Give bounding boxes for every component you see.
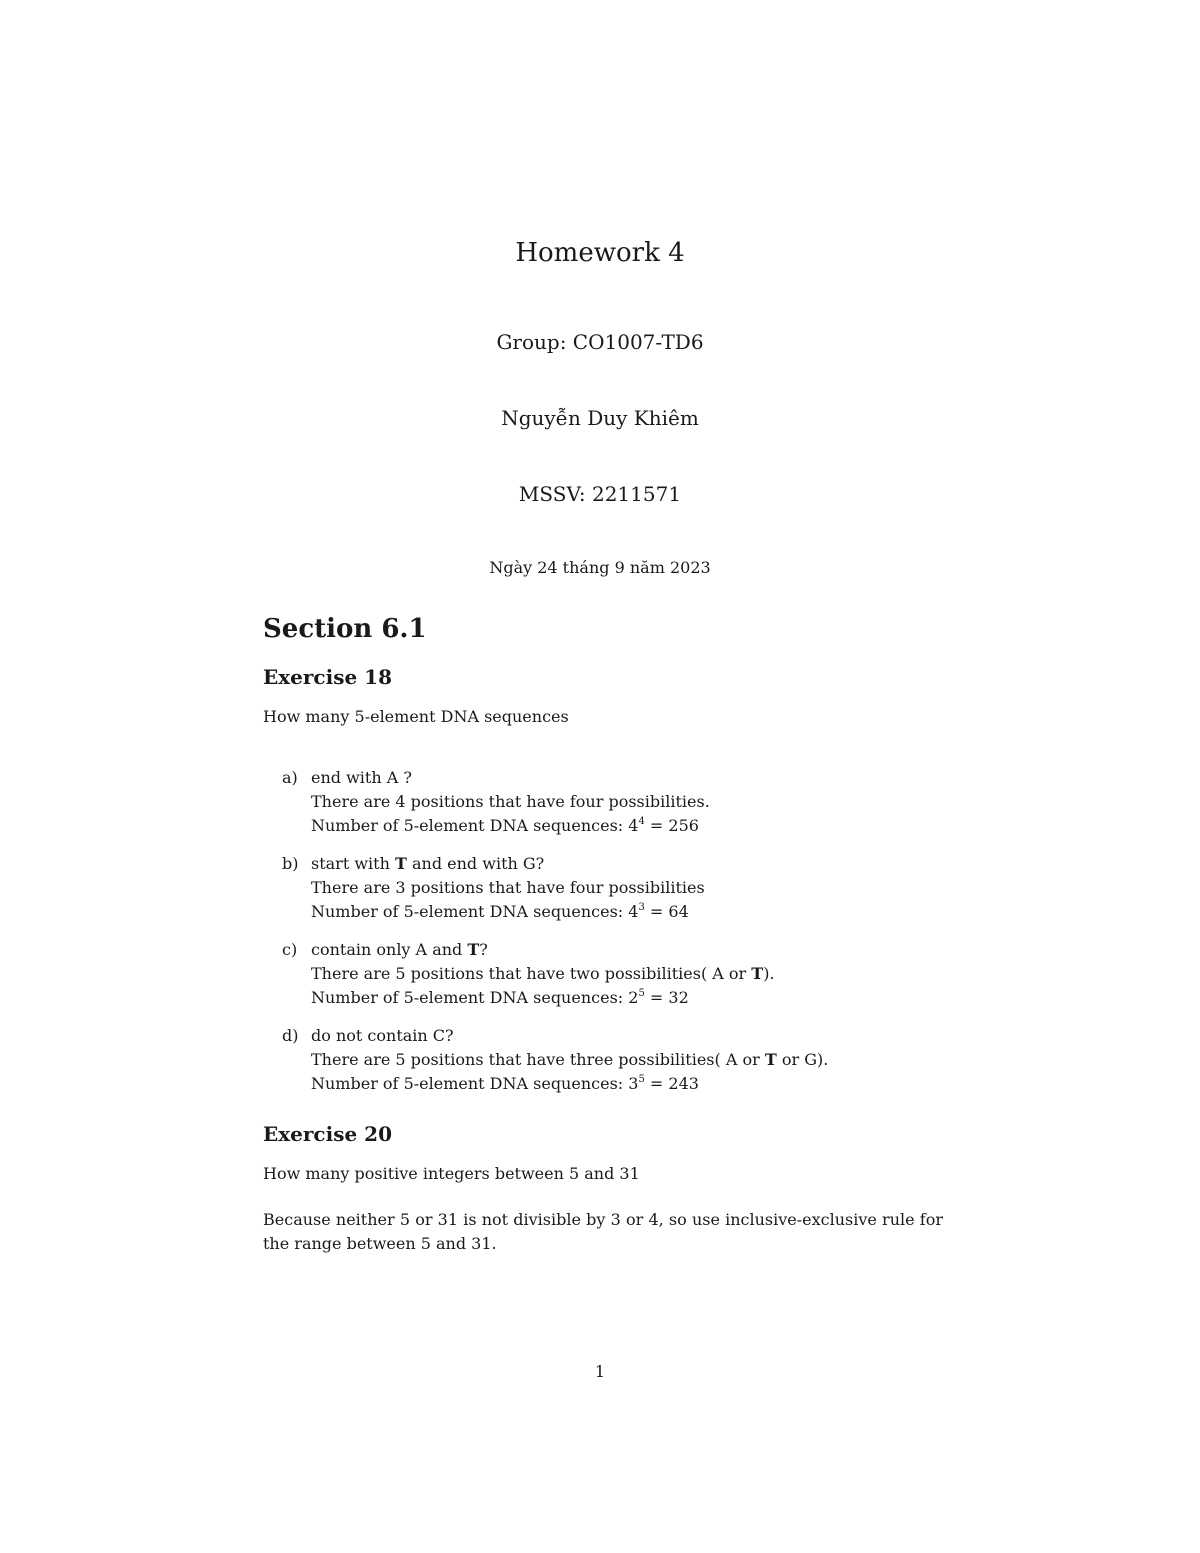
exponent: 3 [638, 902, 645, 913]
document-title: Homework 4 [515, 238, 685, 268]
item-explanation: There are 5 positions that have three possibilities( A or T or G). [311, 1050, 829, 1069]
exercise-18-item-d [282, 1024, 922, 1096]
item-label: d) [282, 1026, 299, 1045]
exercise-18-item-c [282, 938, 922, 1010]
exercise-18-item-a [282, 766, 922, 838]
exponent: 5 [638, 1074, 645, 1085]
exponent: 4 [638, 816, 645, 827]
item-label: b) [282, 854, 299, 873]
item-label: c) [282, 940, 298, 959]
exercise-18-heading: Exercise 18 [263, 665, 392, 689]
item-result: Number of 5-element DNA sequences: $4^3 = 64$ [311, 902, 689, 921]
item-question: start with T and end with G? [311, 854, 545, 873]
exercise-20-heading: Exercise 20 [263, 1122, 392, 1146]
section-heading: Section 6.1 [263, 614, 427, 644]
author-name: Nguyễn Duy Khiêm [501, 406, 699, 430]
item-question: contain only A and T? [311, 940, 488, 959]
item-explanation: There are 4 positions that have four possibilities. [311, 792, 710, 811]
student-id: MSSV: 2211571 [518, 482, 682, 506]
item-result: Number of 5-element DNA sequences: $2^5 = 32$ [311, 988, 689, 1007]
page-number: 1 [594, 1362, 606, 1381]
item-question: end with A ? [311, 768, 412, 787]
item-question: do not contain C? [311, 1026, 454, 1045]
exercise-20-intro: How many positive integers between 5 and 31 [263, 1164, 640, 1183]
item-explanation: There are 5 positions that have two possibilities( A or T). [311, 964, 775, 983]
item-label: a) [282, 768, 298, 787]
document-date: Ngày 24 tháng 9 năm 2023 [489, 558, 711, 577]
item-result: Number of 5-element DNA sequences: $3^5 = 243$ [311, 1074, 699, 1093]
item-result: Number of 5-element DNA sequences: $4^4 = 256$ [311, 816, 699, 835]
exponent: 5 [638, 988, 645, 999]
exercise-18-item-b [282, 852, 922, 924]
item-explanation: There are 3 positions that have four possibilities [311, 878, 705, 897]
group-line: Group: CO1007-TD6 [496, 330, 704, 354]
exercise-20-body: Because neither 5 or 31 is not divisible by 3 or 4, so use inclusive-exclusive rule for the range between 5 and 31. [263, 1210, 943, 1253]
exercise-18-intro: How many 5-element DNA sequences [263, 707, 569, 726]
